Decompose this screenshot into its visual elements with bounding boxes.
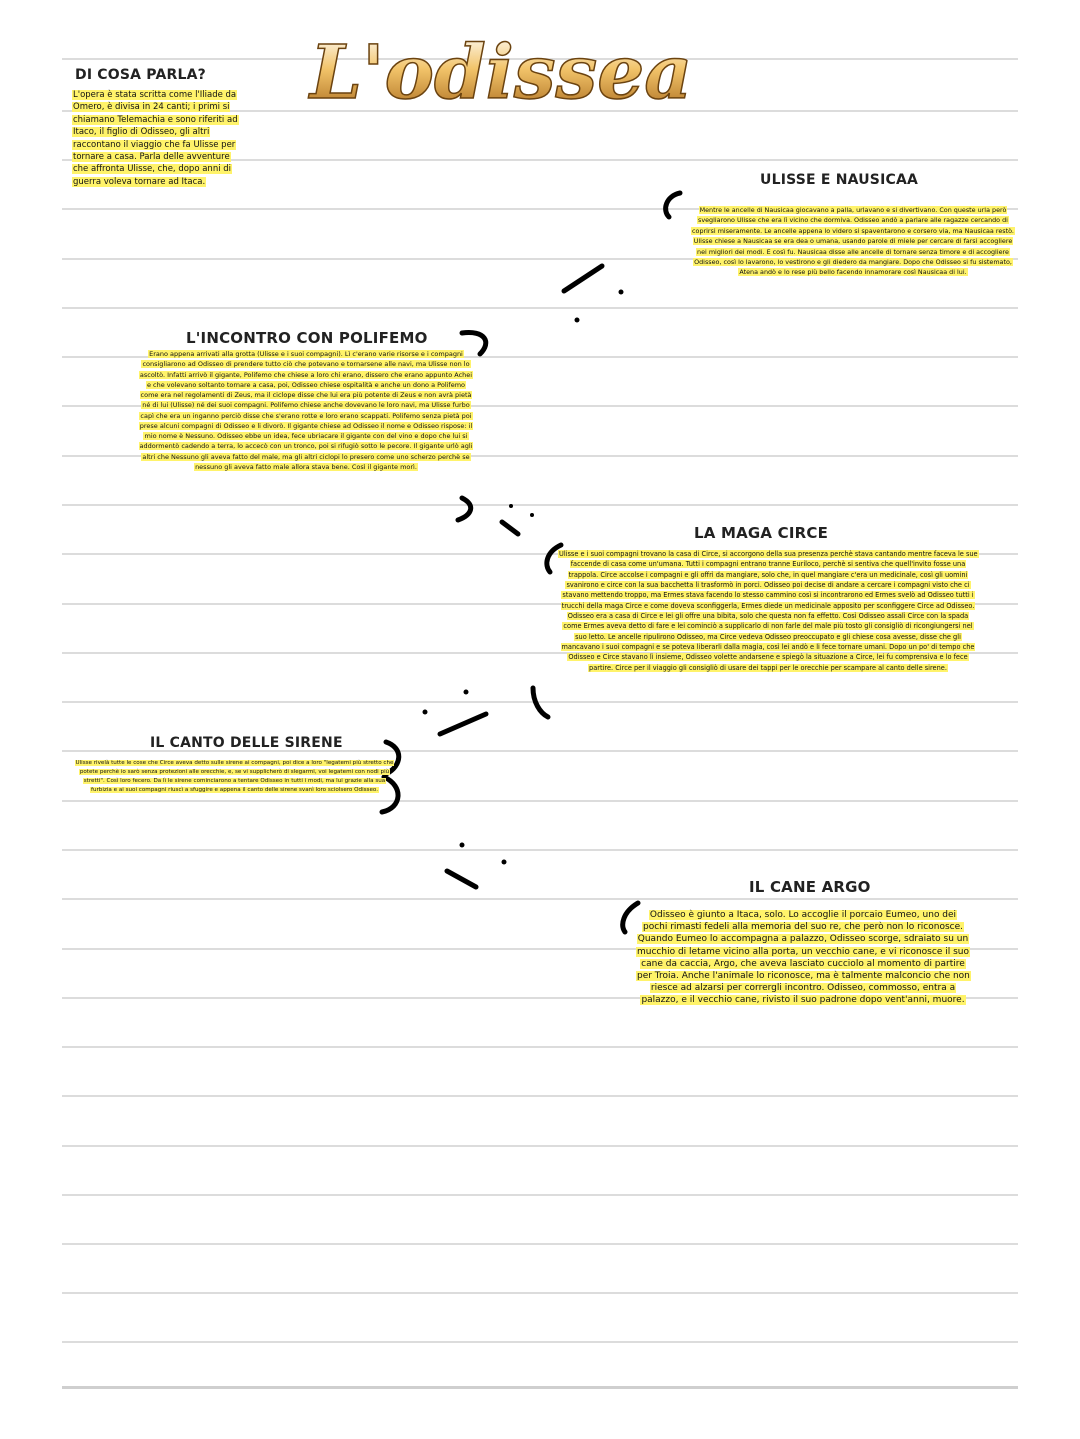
- dot-mark: [423, 710, 428, 715]
- intro-paragraph: [72, 89, 244, 188]
- nausicaa-heading: ULISSE E NAUSICAA: [760, 172, 919, 188]
- dot-mark: [464, 690, 469, 695]
- sirene-paragraph: [72, 759, 397, 795]
- dash-stroke: [447, 871, 476, 887]
- dot-mark: [575, 318, 580, 323]
- nausicaa-text: Mentre le ancelle di Nausicaa giocavano a palla, urlavano e si divertivano. Con queste urla però svegliarono Ulisse che era lì vicino che dormiva. Odisseo andò a parlare alle ragazze cercando di coprirsi miseramente. Le ancelle appena lo videro si spaventarono e corsero via, ma Nausicaa restò. Ulisse chiese a Nausicaa se era dea o umana, usando parole di miele per cercare di farsi accogliere nei migliori dei modi. E così fu. Nausicaa disse alle ancelle di tornare senza timore e di accogliere Odisseo, così lo lavarono, lo vestirono e gli diedero da mangiare. Dopo che Odisseo si fu sistemato, Atena andò e lo rese più bello facendo innamorare così Nausicaa di lui.: [692, 206, 1014, 277]
- sirene-text: Ulisse rivelà tutte le cose che Circe aveva detto sulle sirene ai compagni, poi dice a loro "legatemi più stretto che potete perchè io sarò senza protezioni alle orecchie, e, se vi supplicherò di slegarmi, voi legatemi con nodi più stretti". Così loro fecero. Da lì le sirene cominciarono a tentare Odisseo in tutti i modi, ma lui grazie alla sua furbizia e ai suoi compagni riuscì a sfuggire e appena il canto delle sirene svanì loro sciolsero Odisseo.: [75, 760, 394, 794]
- argo-paragraph: [636, 909, 970, 1007]
- dot-mark: [619, 290, 624, 295]
- rule-line: [62, 1046, 1018, 1048]
- rule-line: [62, 849, 1018, 851]
- bracket-stroke: [666, 193, 680, 217]
- rule-line: [62, 898, 1018, 900]
- circe-paragraph: [558, 549, 978, 673]
- title-text: L'odissea: [310, 30, 693, 116]
- rule-line: [62, 1292, 1018, 1294]
- polifemo-heading: L'INCONTRO CON POLIFEMO: [186, 329, 428, 347]
- dash-stroke: [502, 522, 518, 534]
- dash-stroke: [564, 266, 602, 291]
- argo-heading: IL CANE ARGO: [749, 878, 871, 896]
- rule-line: [62, 1194, 1018, 1196]
- polifemo-paragraph: [138, 349, 474, 472]
- bracket-stroke: [458, 498, 471, 520]
- sirene-heading: IL CANTO DELLE SIRENE: [150, 735, 343, 751]
- argo-text: Odisseo è giunto a Itaca, solo. Lo accoglie il porcaio Eumeo, uno dei pochi rimasti fedeli alla memoria del suo re, che però non lo riconosce. Quando Eumeo lo accompagna a palazzo, Odisseo scorge, sdraiato su un mucchio di letame vicino alla porta, un vecchio cane, e vi riconosce il suo cane da caccia, Argo, che aveva lasciato cucciolo al momento di partire per Troia. Anche l'animale lo riconosce, ma è talmente malconcio che non riesce ad alzarsi per corrergli incontro. Odisseo, commosso, entra a palazzo, e il vecchio cane, rivisto il suo padrone dopo vent'anni, muore.: [637, 910, 970, 1006]
- rule-line: [62, 1386, 1018, 1389]
- intro-text: L'opera è stata scritta come l'Iliade da Omero, è divisa in 24 canti; i primi si chiamano Telemachia e sono riferiti ad Itaco, il figlio di Odisseo, gli altri raccontano il viaggio che fa Ulisse per tornare a casa. Parla delle avventure che affronta Ulisse, che, dopo anni di guerra voleva tornare ad Itaca.: [73, 90, 238, 187]
- dash-stroke: [440, 714, 486, 734]
- rule-line: [62, 1243, 1018, 1245]
- page-title: [300, 18, 740, 118]
- polifemo-text: Erano appena arrivati alla grotta (Ulisse e i suoi compagni). Lì c'erano varie risorse e i compagni consigliarono ad Odisseo di prendere tutto ciò che potevano e tornarsene alle navi, ma Ulisse non lo ascoltò. Infatti arrivò il gigante, Polifemo che chiese a loro chi erano, dissero che erano appunto Achei e che volevano soltanto tornare a casa, poi, Odisseo chiese ospitalità e anche un dono a Polifemo come era nel regolamenti di Zeus, ma il ciclope disse che lui era più potente di Zeus e non avrà pietà né di lui (Ulisse) né dei suoi compagni. Polifemo chiese anche dovevano le loro navi, ma Ulisse furbo capì che era un inganno perciò disse che s'erano rotte e loro erano scappati. Polifemo senza pietà poi prese alcuni compagni di Odisseo e li divorò. Il gigante chiese ad Odisseo il nome e Odisseo rispose: il mio nome è Nessuno. Odisseo ebbe un idea, fece ubriacare il gigante con del vino e dopo che lui si addormentò cadendo a terra, lo accecò con un tronco, poi si rifugiò sotto le pecore. Il gigante urlò agli altri che Nessuno gli aveva fatto del male, ma gli altri ciclopi lo presero come uno scherzo perchè se nessuno gli aveva fatto male allora stava bene. Così il gigante morì.: [139, 350, 473, 471]
- intro-heading: DI COSA PARLA?: [75, 67, 206, 83]
- dot-mark: [530, 513, 534, 517]
- rule-line: [62, 701, 1018, 703]
- rule-line: [62, 1095, 1018, 1097]
- rule-line: [62, 504, 1018, 506]
- rule-line: [62, 1145, 1018, 1147]
- dot-mark: [460, 843, 465, 848]
- rule-line: [62, 800, 1018, 802]
- rule-line: [62, 307, 1018, 309]
- rule-line: [62, 1341, 1018, 1343]
- circe-heading: LA MAGA CIRCE: [694, 524, 829, 542]
- nausicaa-paragraph: [688, 205, 1018, 278]
- dot-mark: [502, 860, 507, 865]
- circe-text: Ulisse e i suoi compagni trovano la casa di Circe, si accorgono della sua presenza perchè stava cantando mentre faceva le sue faccende di casa come un'umana. Tutti i compagni entrano tranne Euriloco, perchè si sentiva che quell'invito fosse una trappola. Circe accolse i compagni e gli offrì da mangiare, solo che, in quel mangiare c'era un medicinale, così gli uomini svanirono e circe con la sua bacchetta li trasformò in porci. Odisseo poi decise di andare a cercare i compagni visto che ci stavano mettendo troppo, ma Ermes stava facendo lo stesso cammino così si incontrarono ed Ermes svelò ad Odisseo tutti i trucchi della maga Circe e come doveva sconfiggerla, Ermes diede un medicinale apposito per sconfiggere Circe ad Odisseo. Odisseo era a casa di Circe e lei gli offre una bibita, solo che questa non fa effetto. Così Odisseo assalì Circe con la spada come Ermes aveva detto di fare e lei cominciò a supplicarlo di non farle del male più tosto gli consigliò di ricongiungersi nel suo letto. Le ancelle ripulirono Odisseo, ma Circe vedeva Odisseo preoccupato e gli chiese cosa avesse, disse che gli mancavano i suoi compagni e se poteva liberarli dalla magia, così lei andò e li fece tornare umani. Dopo un po' di tempo che Odisseo e Circe stavano lì insieme, Odisseo volette andarsene e spiegò la situazione a Circe, lei fu comprensiva e lo fece partire. Circe per il viaggio gli consigliò di usare dei tappi per le orecchie per scampare al canto delle sirene.: [559, 550, 978, 672]
